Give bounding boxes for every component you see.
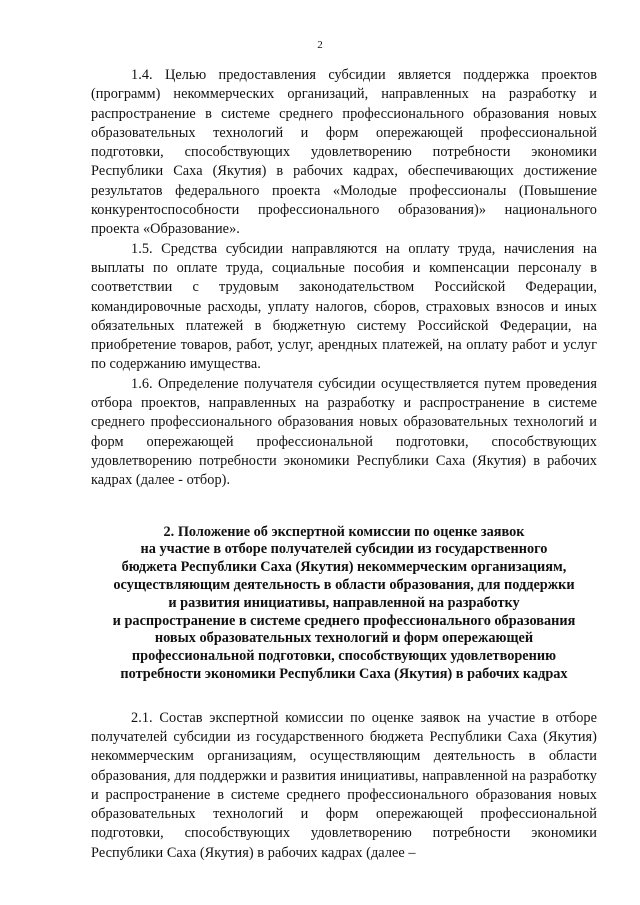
paragraph-1-5: 1.5. Средства субсидии направляются на оплату труда, начисления на выплаты по оплате труда, социальные пособия и компенсации персоналу в соответствии с трудовым законодательством Российской Федерации, командировочные расходы, уплату налогов, сборов, страховых взносов и иных обязательных платежей в бюджетную систему Российской Федерации, на приобретение товаров, работ, услуг, арендных платежей, на оплату работ и услуг по содержанию имущества. — [91, 240, 597, 373]
paragraph-1-6: 1.6. Определение получателя субсидии осуществляется путем проведения отбора проектов, направленных на разработку и распространение в системе среднего профессионального образования новых образовательных технологий и форм опережающей профессиональной подготовки, способствующих удовлетворению потребности экономики Республики Саха (Якутия) в рабочих кадрах (далее - отбор). — [91, 375, 597, 489]
section-2-heading-line: на участие в отборе получателей субсидии из государственного — [140, 541, 548, 558]
section-2-heading-line: новых образовательных технологий и форм опережающей — [154, 630, 534, 647]
section-2-heading-line: 2. Положение об экспертной комиссии по оценке заявок — [163, 523, 525, 540]
section-2-heading-line: бюджета Республики Саха (Якутия) некоммерческим организациям, — [121, 559, 567, 576]
paragraph-1-4: 1.4. Целью предоставления субсидии является поддержка проектов (программ) некоммерческих организаций, направленных на разработку и распространение в системе среднего профессионального образования новых образовательных технологий и форм опережающей профессиональной подготовки, способствующих удовлетворению потребности экономики Республики Саха (Якутия) в рабочих кадрах, обеспечивающих достижение результатов федерального проекта «Молодые профессионалы (Повышение конкурентоспособности профессионального образования)» национального проекта «Образование». — [91, 67, 597, 238]
section-2-heading-line: и распространение в системе среднего профессионального образования — [112, 612, 576, 629]
section-2-heading-line: и развития инициативы, направленной на разработку — [168, 594, 520, 611]
paragraph-2-1: 2.1. Состав экспертной комиссии по оценке заявок на участие в отборе получателей субсидии из государственного бюджета Республики Саха (Якутия) некоммерческим организациям, осуществляющим деятельность в области образования, для поддержки и развития инициативы, направленной на разработку и распространение в системе среднего профессионального образования новых образовательных технологий и форм опережающей профессиональной подготовки, способствующих удовлетворению потребности экономики Республики Саха (Якутия) в рабочих кадрах (далее – — [91, 709, 597, 861]
page-number: 2 — [317, 39, 323, 51]
section-2-body — [91, 709, 597, 863]
section-2-heading-line: осуществляющим деятельность в области образования, для поддержки — [113, 576, 575, 593]
section-2-heading-line: профессиональной подготовки, способствующих удовлетворению — [131, 648, 557, 665]
section-2-heading — [91, 524, 597, 684]
document-body — [91, 66, 597, 863]
section-2-heading-line: потребности экономики Республики Саха (Якутия) в рабочих кадрах — [120, 665, 568, 682]
